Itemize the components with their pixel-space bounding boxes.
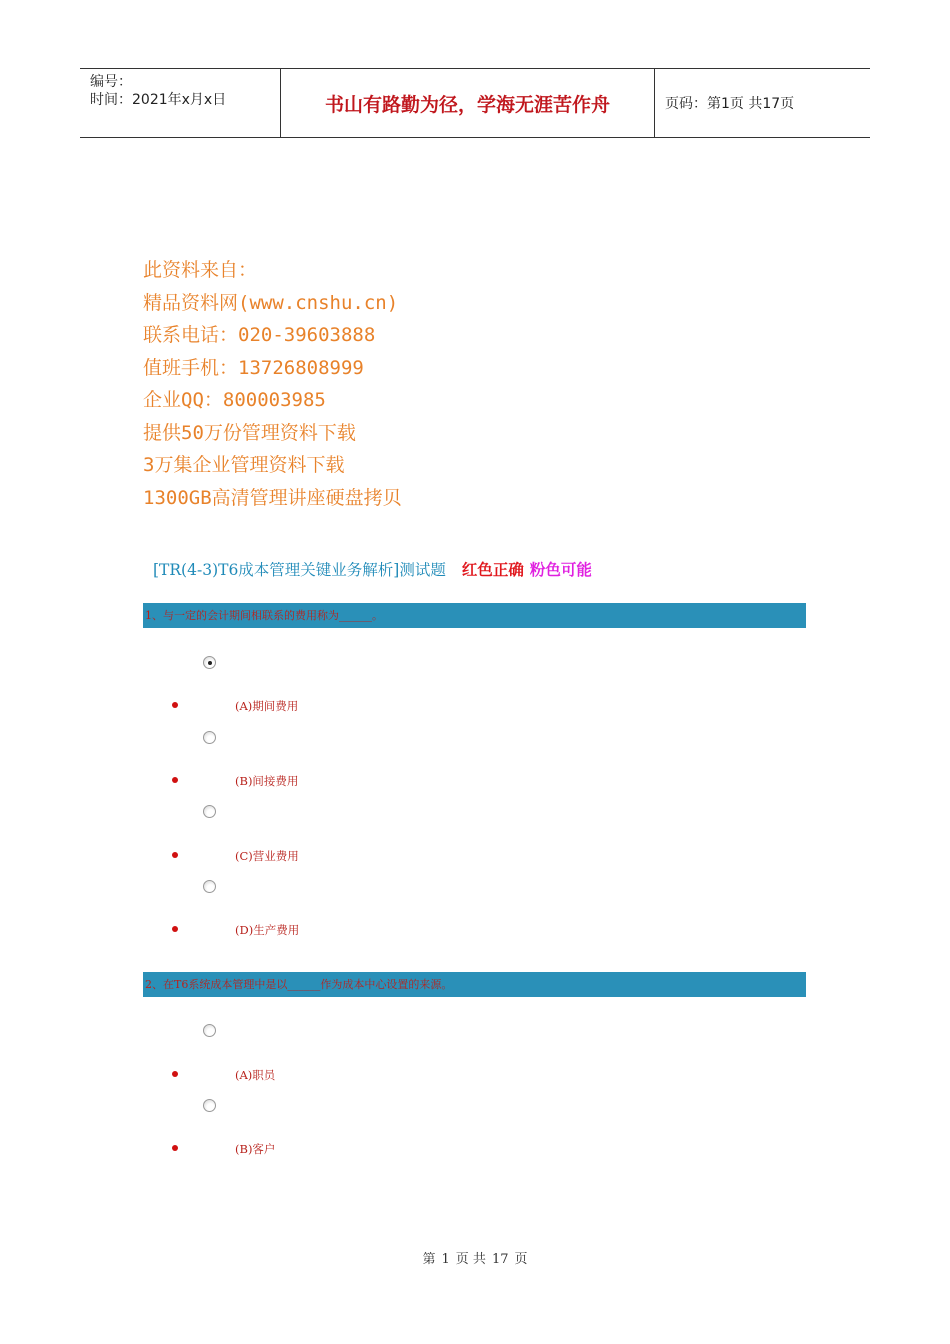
promo-line: 联系电话：020-39603888 <box>143 324 376 346</box>
radio-option-d[interactable] <box>203 880 216 893</box>
option-label: (A)期间费用 <box>235 699 299 713</box>
test-title <box>153 558 592 580</box>
footer-suffix: 页 <box>514 1252 528 1267</box>
radio-option-b[interactable] <box>203 1099 216 1112</box>
bullet-icon <box>172 1145 178 1151</box>
bullet-icon <box>172 1071 178 1077</box>
option-label: (B)客户 <box>235 1142 276 1156</box>
promo-block <box>143 254 402 514</box>
option-label: (D)生产费用 <box>235 923 300 937</box>
promo-line: 值班手机：13726808999 <box>143 356 364 379</box>
promo-line: 提供50万份管理资料下载 <box>143 421 356 444</box>
footer-page-number: 1 <box>441 1252 450 1267</box>
footer-mid: 页 共 <box>455 1252 486 1267</box>
header-page-info: 页码：第1页 共17页 <box>665 96 795 112</box>
footer-prefix: 第 <box>422 1252 436 1267</box>
footer-total-pages: 17 <box>491 1252 509 1267</box>
test-title-main: [TR(4-3)T6成本管理关键业务解析]测试题 <box>153 561 446 579</box>
promo-line: 精品资料网(www.cnshu.cn) <box>143 291 399 314</box>
question-bar: 2、在T6系统成本管理中是以______作为成本中心设置的来源。 <box>143 972 806 997</box>
promo-line: 企业QQ：800003985 <box>143 389 326 411</box>
promo-line: 此资料来自： <box>143 259 258 281</box>
radio-option-a[interactable] <box>203 656 216 669</box>
time-label: 时间：2021年x月x日 <box>90 92 227 108</box>
bullet-icon <box>172 777 178 783</box>
option-label: (B)间接费用 <box>235 774 299 788</box>
number-label: 编号： <box>90 74 132 90</box>
page-footer <box>0 1248 950 1267</box>
header-motto: 书山有路勤为径，学海无涯苦作舟 <box>281 69 655 137</box>
legend-possible: 粉色可能 <box>529 561 592 579</box>
radio-option-a[interactable] <box>203 1024 216 1037</box>
header-meta <box>80 69 281 137</box>
question-bar: 1、与一定的会计期间相联系的费用称为______。 <box>143 603 806 628</box>
option-label: (A)职员 <box>235 1068 276 1082</box>
promo-line: 3万集企业管理资料下载 <box>143 454 345 476</box>
radio-option-b[interactable] <box>203 731 216 744</box>
promo-line: 1300GB高清管理讲座硬盘拷贝 <box>143 486 402 509</box>
radio-option-c[interactable] <box>203 805 216 818</box>
option-label: (C)营业费用 <box>235 849 299 863</box>
bullet-icon <box>172 852 178 858</box>
legend-correct: 红色正确 <box>461 561 524 579</box>
bullet-icon <box>172 702 178 708</box>
page-header <box>80 68 870 138</box>
bullet-icon <box>172 926 178 932</box>
